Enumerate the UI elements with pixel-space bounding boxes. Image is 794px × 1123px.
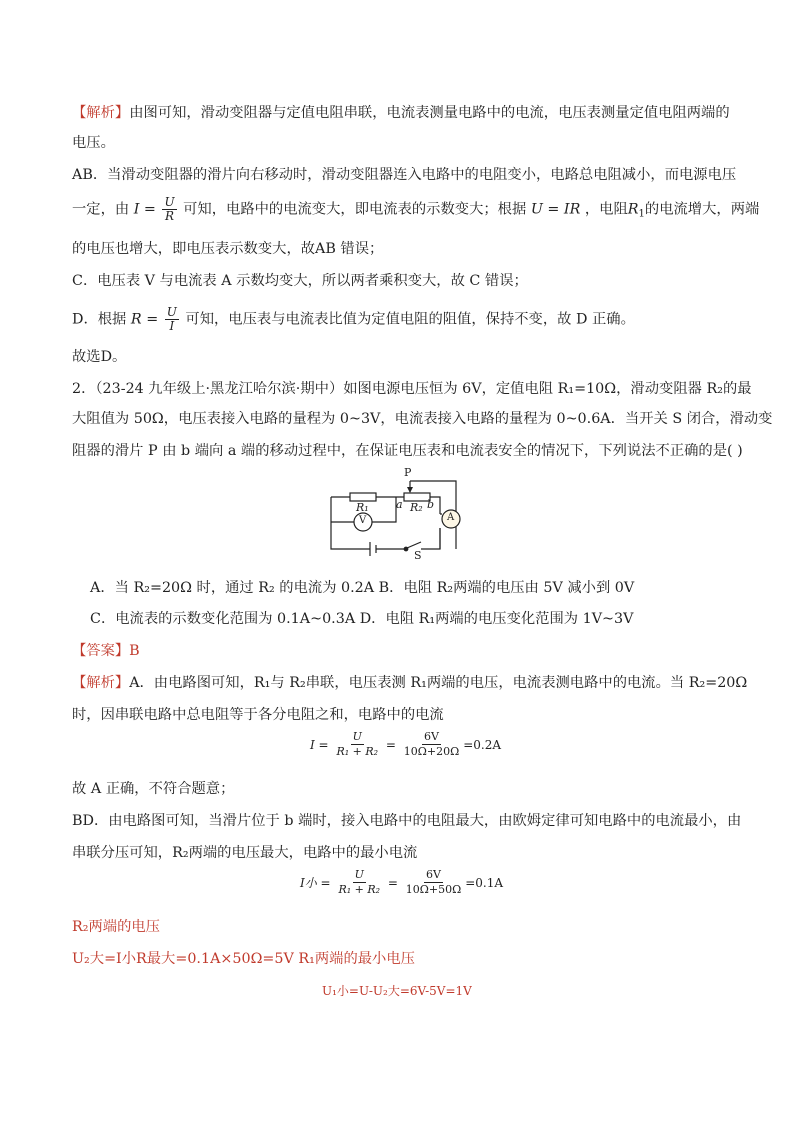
label-ammeter: A xyxy=(447,512,455,523)
fraction-num: U xyxy=(352,730,362,743)
math-sub: 1 xyxy=(638,208,645,220)
label-b: b xyxy=(427,498,435,511)
analysis-line: 串联分压可知，R₂两端的电压最大，电路中的最小电流 xyxy=(72,845,418,861)
question-line: 阻器的滑片 P 由 b 端向 a 端的移动过程中，在保证电压表和电流表安全的情况下，下列说法不正确的是( ) xyxy=(72,443,743,459)
analysis-line: AB．当滑动变阻器的滑片向右移动时，滑动变阻器连入电路中的电阻变小，电路总电阻减小，而电源电压 xyxy=(72,167,737,183)
analysis-line: D．根据 R = $\frac{U}{I}$ 可知，电压表与电流表比值为定值电阻的阻值，保持不变，故 D 正确。 xyxy=(72,305,635,333)
analysis-line: R₂两端的电压 xyxy=(72,919,160,935)
analysis-tag: 【解析】 xyxy=(72,675,130,691)
analysis-line: 的电压也增大，即电压表示数变大，故AB 错误； xyxy=(72,241,384,257)
fraction-den: R xyxy=(165,209,175,223)
fraction xyxy=(165,306,179,333)
option-line: A．当 R₂=20Ω 时，通过 R₂ 的电流为 0.2A B．电阻 R₂两端的电压由 5V 减小到 0V xyxy=(90,580,635,596)
fraction-num: 6V xyxy=(426,868,441,881)
analysis-line: U₂大=I小R最大=0.1A×50Ω=5V R₁两端的最小电压 xyxy=(72,951,415,967)
analysis-tag: 【解析】 xyxy=(72,105,130,121)
label-r2: R₂ xyxy=(410,501,423,514)
text-span: D．根据 xyxy=(72,311,127,328)
fraction xyxy=(404,868,463,897)
analysis-line xyxy=(72,674,747,692)
formula-lhs: I = xyxy=(310,737,329,752)
analysis-line: C．电压表 V 与电流表 A 示数均变大，所以两者乘积变大，故 C 错误； xyxy=(72,273,528,289)
label-s: S xyxy=(414,549,422,562)
analysis-text: A．由电路图可知，R₁与 R₂串联，电压表测 R₁两端的电压，电流表测电路中的电流。当 R₂=20Ω xyxy=(129,675,748,691)
formula-lhs: I小 = xyxy=(300,876,331,890)
fraction-den: R₁ + R₂ xyxy=(338,883,381,896)
text-span: 可知，电压表与电流表比值为定值电阻的阻值，保持不变，故 D 正确。 xyxy=(185,311,635,328)
formula-u1: U₁小=U-U₂大=6V-5V=1V xyxy=(322,984,472,998)
fraction xyxy=(162,196,176,223)
option-line: C．电流表的示数变化范围为 0.1A~0.3A D．电阻 R₁两端的电压变化范围为 1V~3V xyxy=(90,611,634,627)
analysis-line: 时，因串联电路中总电阻等于各分电阻之和，电路中的电流 xyxy=(72,707,444,723)
fraction xyxy=(334,730,380,759)
text-span: 的电流增大，两端 xyxy=(644,201,760,218)
math-var: R xyxy=(130,311,142,328)
analysis-line: 电压。 xyxy=(72,135,115,151)
text-span: ，电阻 xyxy=(584,201,628,218)
fraction-den: 10Ω+50Ω xyxy=(405,883,462,896)
fraction xyxy=(336,868,382,897)
fraction-num: U xyxy=(354,868,364,881)
analysis-line: 一定，由 I = $\frac{U}{R}$ 可知，电路中的电流变大，即电流表的示数变大；根据 U = IR ，电阻$R_1$的电流增大，两端 xyxy=(72,195,760,223)
math-var: R xyxy=(627,201,639,218)
equals: = xyxy=(385,737,396,752)
answer: 【答案】B xyxy=(72,643,140,659)
question-line: 大阻值为 50Ω，电压表接入电路的量程为 0~3V，电流表接入电路的量程为 0~0.6A．当开关 S 闭合，滑动变 xyxy=(72,411,773,427)
label-a: a xyxy=(396,498,403,511)
circuit-labels xyxy=(326,466,466,562)
math-var: I xyxy=(133,201,140,218)
formula-min-current xyxy=(300,868,503,897)
formula-result: =0.2A xyxy=(463,737,502,752)
fraction-den: I xyxy=(169,319,175,333)
fraction-den: 10Ω+20Ω xyxy=(403,745,460,758)
label-p: P xyxy=(404,466,412,479)
analysis-line: BD．由电路图可知，当滑片位于 b 端时，接入电路中的电阻最大，由欧姆定律可知电路中的电流最小，由 xyxy=(72,813,742,829)
question-line: 2．（23-24 九年级上·黑龙江哈尔滨·期中）如图电源电压恒为 6V，定值电阻 R₁=10Ω，滑动变阻器 R₂的最 xyxy=(72,381,752,397)
fraction-num: 6V xyxy=(424,730,439,743)
equals: = xyxy=(387,875,398,890)
analysis-line: 故 A 正确，不符合题意； xyxy=(72,781,235,797)
analysis-line xyxy=(72,104,730,122)
fraction xyxy=(402,730,461,759)
fraction-num: U xyxy=(164,195,175,209)
label-v: V xyxy=(359,515,367,526)
fraction-num: U xyxy=(166,305,177,319)
formula-current xyxy=(310,730,501,759)
label-r1: R₁ xyxy=(356,501,369,514)
text-span: 一定，由 xyxy=(72,201,130,218)
analysis-line: 故选D。 xyxy=(72,349,127,365)
text-span: 可知，电路中的电流变大，即电流表的示数变大；根据 xyxy=(183,201,527,218)
math-expr: U = IR xyxy=(530,201,581,218)
formula-result: =0.1A xyxy=(465,875,504,890)
fraction-den: R₁ + R₂ xyxy=(336,745,379,758)
analysis-text: 由图可知，滑动变阻器与定值电阻串联，电流表测量电路中的电流，电压表测量定值电阻两端的 xyxy=(129,105,730,121)
